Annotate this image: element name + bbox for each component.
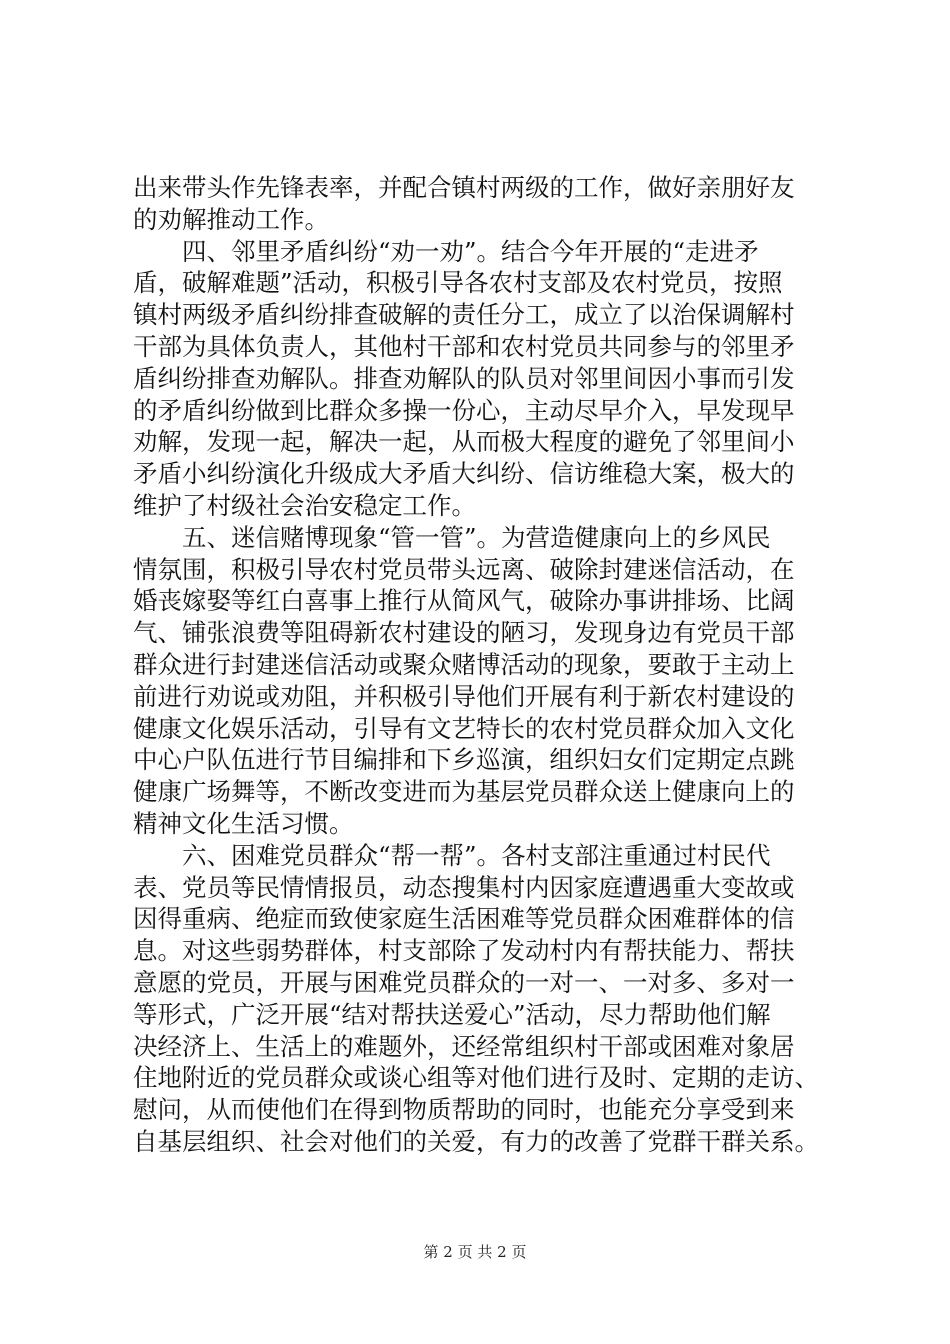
text-line: 前进行劝说或劝阻，并积极引导他们开展有利于新农村建设的 bbox=[133, 681, 795, 711]
text-line: 住地附近的党员群众或谈心组等对他们进行及时、定期的走访、 bbox=[133, 1063, 819, 1093]
text-line: 息。对这些弱势群体，村支部除了发动村内有帮扶能力、帮扶 bbox=[133, 936, 795, 966]
text-line: 婚丧嫁娶等红白喜事上推行从简风气，破除办事讲排场、比阔 bbox=[133, 586, 795, 616]
text-line: 出来带头作先锋表率，并配合镇村两级的工作，做好亲朋好友 bbox=[133, 173, 795, 202]
text-line: 盾纠纷排查劝解队。排查劝解队的队员对邻里间因小事而引发 bbox=[133, 363, 795, 393]
text-line: 等形式，广泛开展“结对帮扶送爱心”活动，尽力帮助他们解 bbox=[133, 999, 771, 1029]
text-line: 的矛盾纠纷做到比群众多操一份心，主动尽早介入，早发现早 bbox=[133, 395, 795, 425]
text-line: 意愿的党员，开展与困难党员群众的一对一、一对多、多对一 bbox=[133, 967, 795, 997]
text-line: 气、铺张浪费等阻碍新农村建设的陋习，发现身边有党员干部 bbox=[133, 618, 795, 648]
text-line: 情氛围，积极引导农村党员带头远离、破除封建迷信活动，在 bbox=[133, 554, 795, 584]
text-line: 决经济上、生活上的难题外，还经常组织村干部或困难对象居 bbox=[133, 1031, 795, 1061]
text-line: 表、党员等民情情报员，动态搜集村内因家庭遭遇重大变故或 bbox=[133, 872, 795, 902]
text-line: 因得重病、绝症而致使家庭生活困难等党员群众困难群体的信 bbox=[133, 904, 795, 934]
text-line: 盾，破解难题”活动，积极引导各农村支部及农村党员，按照 bbox=[133, 268, 783, 298]
text-line: 健康文化娱乐活动，引导有文艺特长的农村党员群众加入文化 bbox=[133, 713, 795, 743]
text-line: 自基层组织、社会对他们的关爱，有力的改善了党群干群关系。 bbox=[133, 1126, 819, 1156]
page-number-footer: 第 2 页 共 2 页 bbox=[423, 1243, 527, 1261]
text-line: 精神文化生活习惯。 bbox=[133, 808, 354, 838]
text-line: 六、困难党员群众“帮一帮”。各村支部注重通过村民代 bbox=[133, 840, 771, 870]
document-body bbox=[133, 172, 855, 1158]
text-line: 镇村两级矛盾纠纷排查破解的责任分工，成立了以治保调解村 bbox=[133, 300, 795, 330]
text-line: 维护了村级社会治安稳定工作。 bbox=[133, 490, 476, 520]
text-line: 劝解，发现一起，解决一起，从而极大程度的避免了邻里间小 bbox=[133, 427, 795, 457]
text-line: 五、迷信赌博现象“管一管”。为营造健康向上的乡风民 bbox=[133, 522, 771, 552]
text-line: 群众进行封建迷信活动或聚众赌博活动的现象，要敢于主动上 bbox=[133, 649, 795, 679]
text-line: 慰问，从而使他们在得到物质帮助的同时，也能充分享受到来 bbox=[133, 1095, 795, 1125]
text-line: 健康广场舞等，不断改变进而为基层党员群众送上健康向上的 bbox=[133, 777, 795, 807]
text-line: 中心户队伍进行节目编排和下乡巡演，组织妇女们定期定点跳 bbox=[133, 745, 795, 775]
text-line: 干部为具体负责人，其他村干部和农村党员共同参与的邻里矛 bbox=[133, 331, 795, 361]
text-line: 矛盾小纠纷演化升级成大矛盾大纠纷、信访维稳大案，极大的 bbox=[133, 459, 795, 489]
text-line: 的劝解推动工作。 bbox=[133, 204, 329, 234]
text-line: 四、邻里矛盾纠纷“劝一劝”。结合今年开展的“走进矛 bbox=[133, 236, 759, 266]
